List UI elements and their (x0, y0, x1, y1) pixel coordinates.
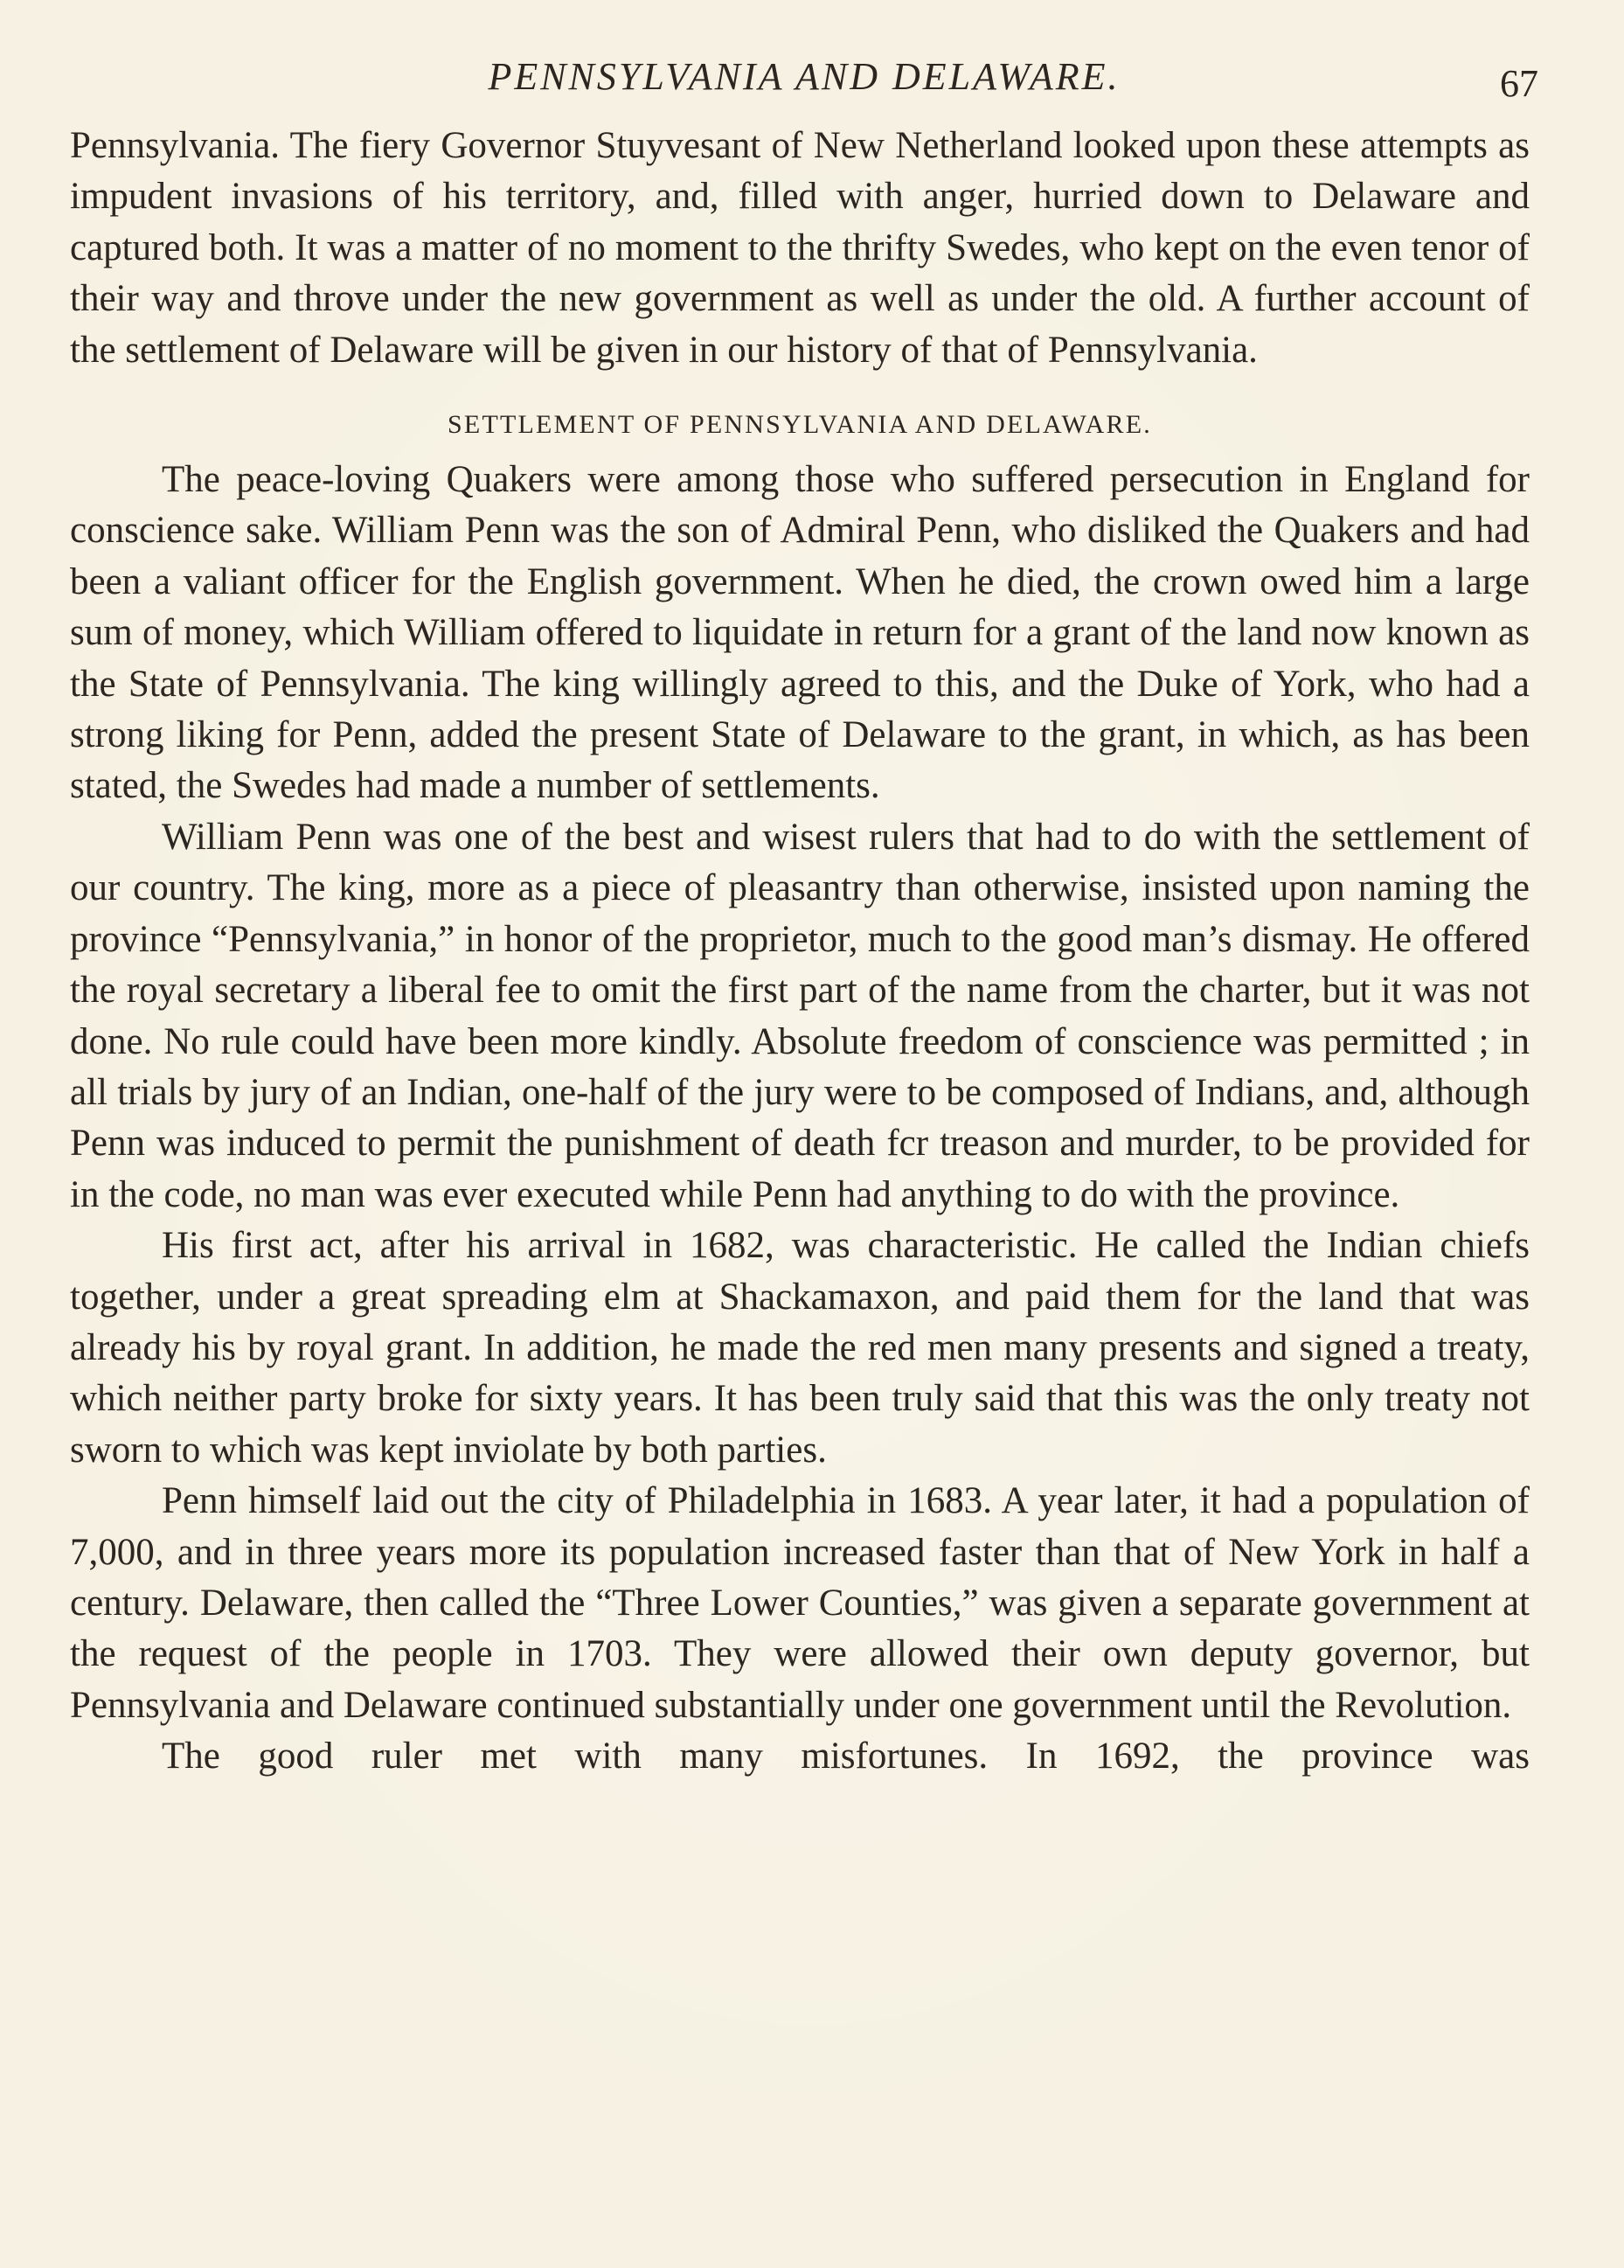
section-heading: SETTLEMENT OF PENNSYLVANIA AND DELAWARE. (448, 410, 1152, 440)
page-header (70, 54, 1538, 107)
paragraph-penn-ruler: William Penn was one of the best and wisest rulers that had to do with the settlement of our country. The king, more as a piece of pleasantry than otherwise, insisted upon naming the province “Pennsylvania,” in honor of the proprietor, much to the good man’s dismay. He offered the royal secretary a liberal fee to omit the first part of the name from the charter, but it was not done. No rule could have been more kindly. Absolute freedom of conscience was permitted ; in all trials by jury of an Indian, one-half of the jury were to be composed of Indians, and, although Penn was induced to permit the punishment of death fcr treason and murder, to be provided for in the code, no man was ever executed while Penn had anything to do with the province. (70, 816, 1530, 1215)
paragraph-first-act: His first act, after his arrival in 1682, was characteristic. He called the Indian chiefs together, under a great spreading elm at Shackamaxon, and paid them for the land that was already his by royal grant. In addition, he made the red men many presents and signed a treaty, which neither party broke for sixty years. It has been truly said that this was the only treaty not sworn to which was kept inviolate by both parties. (70, 1225, 1530, 1471)
paragraph-quakers: The peace-loving Quakers were among those who suffered persecution in England for conscience sake. William Penn was the son of Admiral Penn, who disliked the Quakers and had been a valiant officer for the English government. When he died, the crown owed him a large sum of money, which William offered to liquidate in return for a grant of the land now known as the State of Pennsylvania. The king willingly agreed to this, and the Duke of York, who had a strong liking for Penn, added the present State of Delaware to the grant, in which, as has been stated, the Swedes had made a number of settlements. (70, 459, 1530, 807)
page-number: 67 (1500, 62, 1538, 105)
paragraph-philadelphia: Penn himself laid out the city of Philadelphia in 1683. A year later, it had a population of 7,000, and in three years more its population increased faster than that of New York in half a century. Delaware, then called the “Three Lower Counties,” was given a separate government at the request of the people in 1703. They were allowed their own deputy governor, but Pennsylvania and Delaware continued substantially under one government until the Revolution. (70, 1480, 1530, 1726)
paragraph-continued: Pennsylvania. The fiery Governor Stuyvesant of New Netherland looked upon these attempts as impudent invasions of his territory, and, filled with anger, hurried down to Delaware and captured both. It was a matter of no moment to the thrifty Swedes, who kept on the even tenor of their way and throve under the new government as well as under the old. A further account of the settlement of Delaware will be given in our history of that of Pennsylvania. (70, 125, 1530, 371)
running-head: PENNSYLVANIA AND DELAWARE. (488, 55, 1121, 98)
page-body (70, 121, 1530, 1783)
paragraph-misfortunes: The good ruler met with many misfortunes. In 1692, the province was (162, 1736, 1530, 1778)
